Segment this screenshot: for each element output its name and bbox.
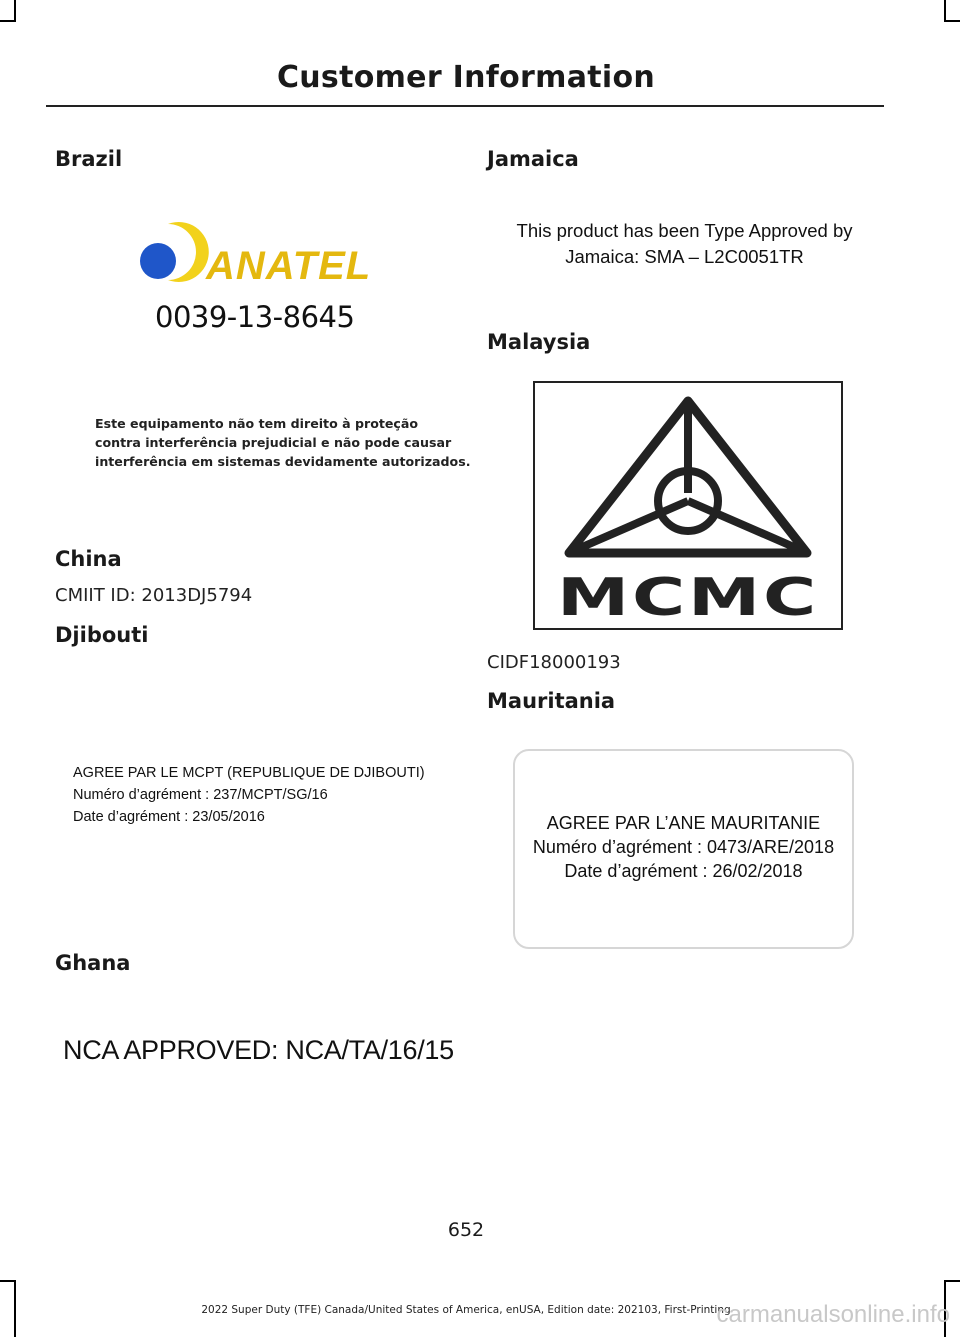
anatel-number: 0039-13-8645: [155, 300, 355, 334]
crop-mark: [944, 20, 960, 22]
watermark: carmanualsonline.info: [716, 1301, 950, 1328]
page-number: 652: [447, 1219, 485, 1241]
brazil-heading: Brazil: [55, 147, 123, 171]
ghana-heading: Ghana: [55, 951, 131, 975]
anatel-circle-icon: [140, 243, 176, 279]
ghana-approval-label: NCA APPROVED: NCA/TA/16/15: [63, 1035, 454, 1065]
malaysia-cidf-id: CIDF18000193: [487, 652, 621, 673]
anatel-logo-text: ANATEL: [206, 244, 372, 288]
djibouti-approval-label: AGREE PAR LE MCPT (REPUBLIQUE DE DJIBOUTI) Numéro d’agrément : 237/MCPT/SG/16 Date d’agrément : 23/05/2016: [73, 765, 425, 825]
mauritania-heading: Mauritania: [487, 689, 616, 713]
crop-mark: [944, 1280, 960, 1282]
jamaica-heading: Jamaica: [487, 147, 579, 171]
mcmc-logo: [535, 383, 841, 628]
crop-mark: [0, 1280, 16, 1282]
anatel-note: Este equipamento não tem direito à proteção contra interferência prejudicial e não pode causar interferência em sistemas devidamente autorizados.: [95, 416, 471, 469]
crop-mark: [944, 0, 946, 20]
anatel-logo: [128, 218, 398, 288]
anatel-crescent-icon: [168, 222, 209, 282]
edition-footer: 2022 Super Duty (TFE) Canada/United States of America, enUSA, Edition date: 202103, First-Printing: [201, 1304, 731, 1316]
malaysia-heading: Malaysia: [487, 330, 591, 354]
djibouti-heading: Djibouti: [55, 623, 149, 647]
china-heading: China: [55, 547, 122, 571]
mauritania-approval-label: AGREE PAR L’ANE MAURITANIE Numéro d’agrément : 0473/ARE/2018 Date d’agrément : 26/02/2018: [532, 813, 835, 881]
page-title: Customer Information: [276, 60, 656, 95]
crop-mark: [0, 20, 16, 22]
jamaica-approval-label: This product has been Type Approved by Jamaica: SMA – L2C0051TR: [516, 220, 853, 267]
crop-mark: [14, 0, 16, 20]
mcmc-logo-text: MCMC: [557, 568, 819, 628]
header-divider: [46, 105, 884, 107]
china-cmiit-id: CMIIT ID: 2013DJ5794: [55, 585, 253, 606]
